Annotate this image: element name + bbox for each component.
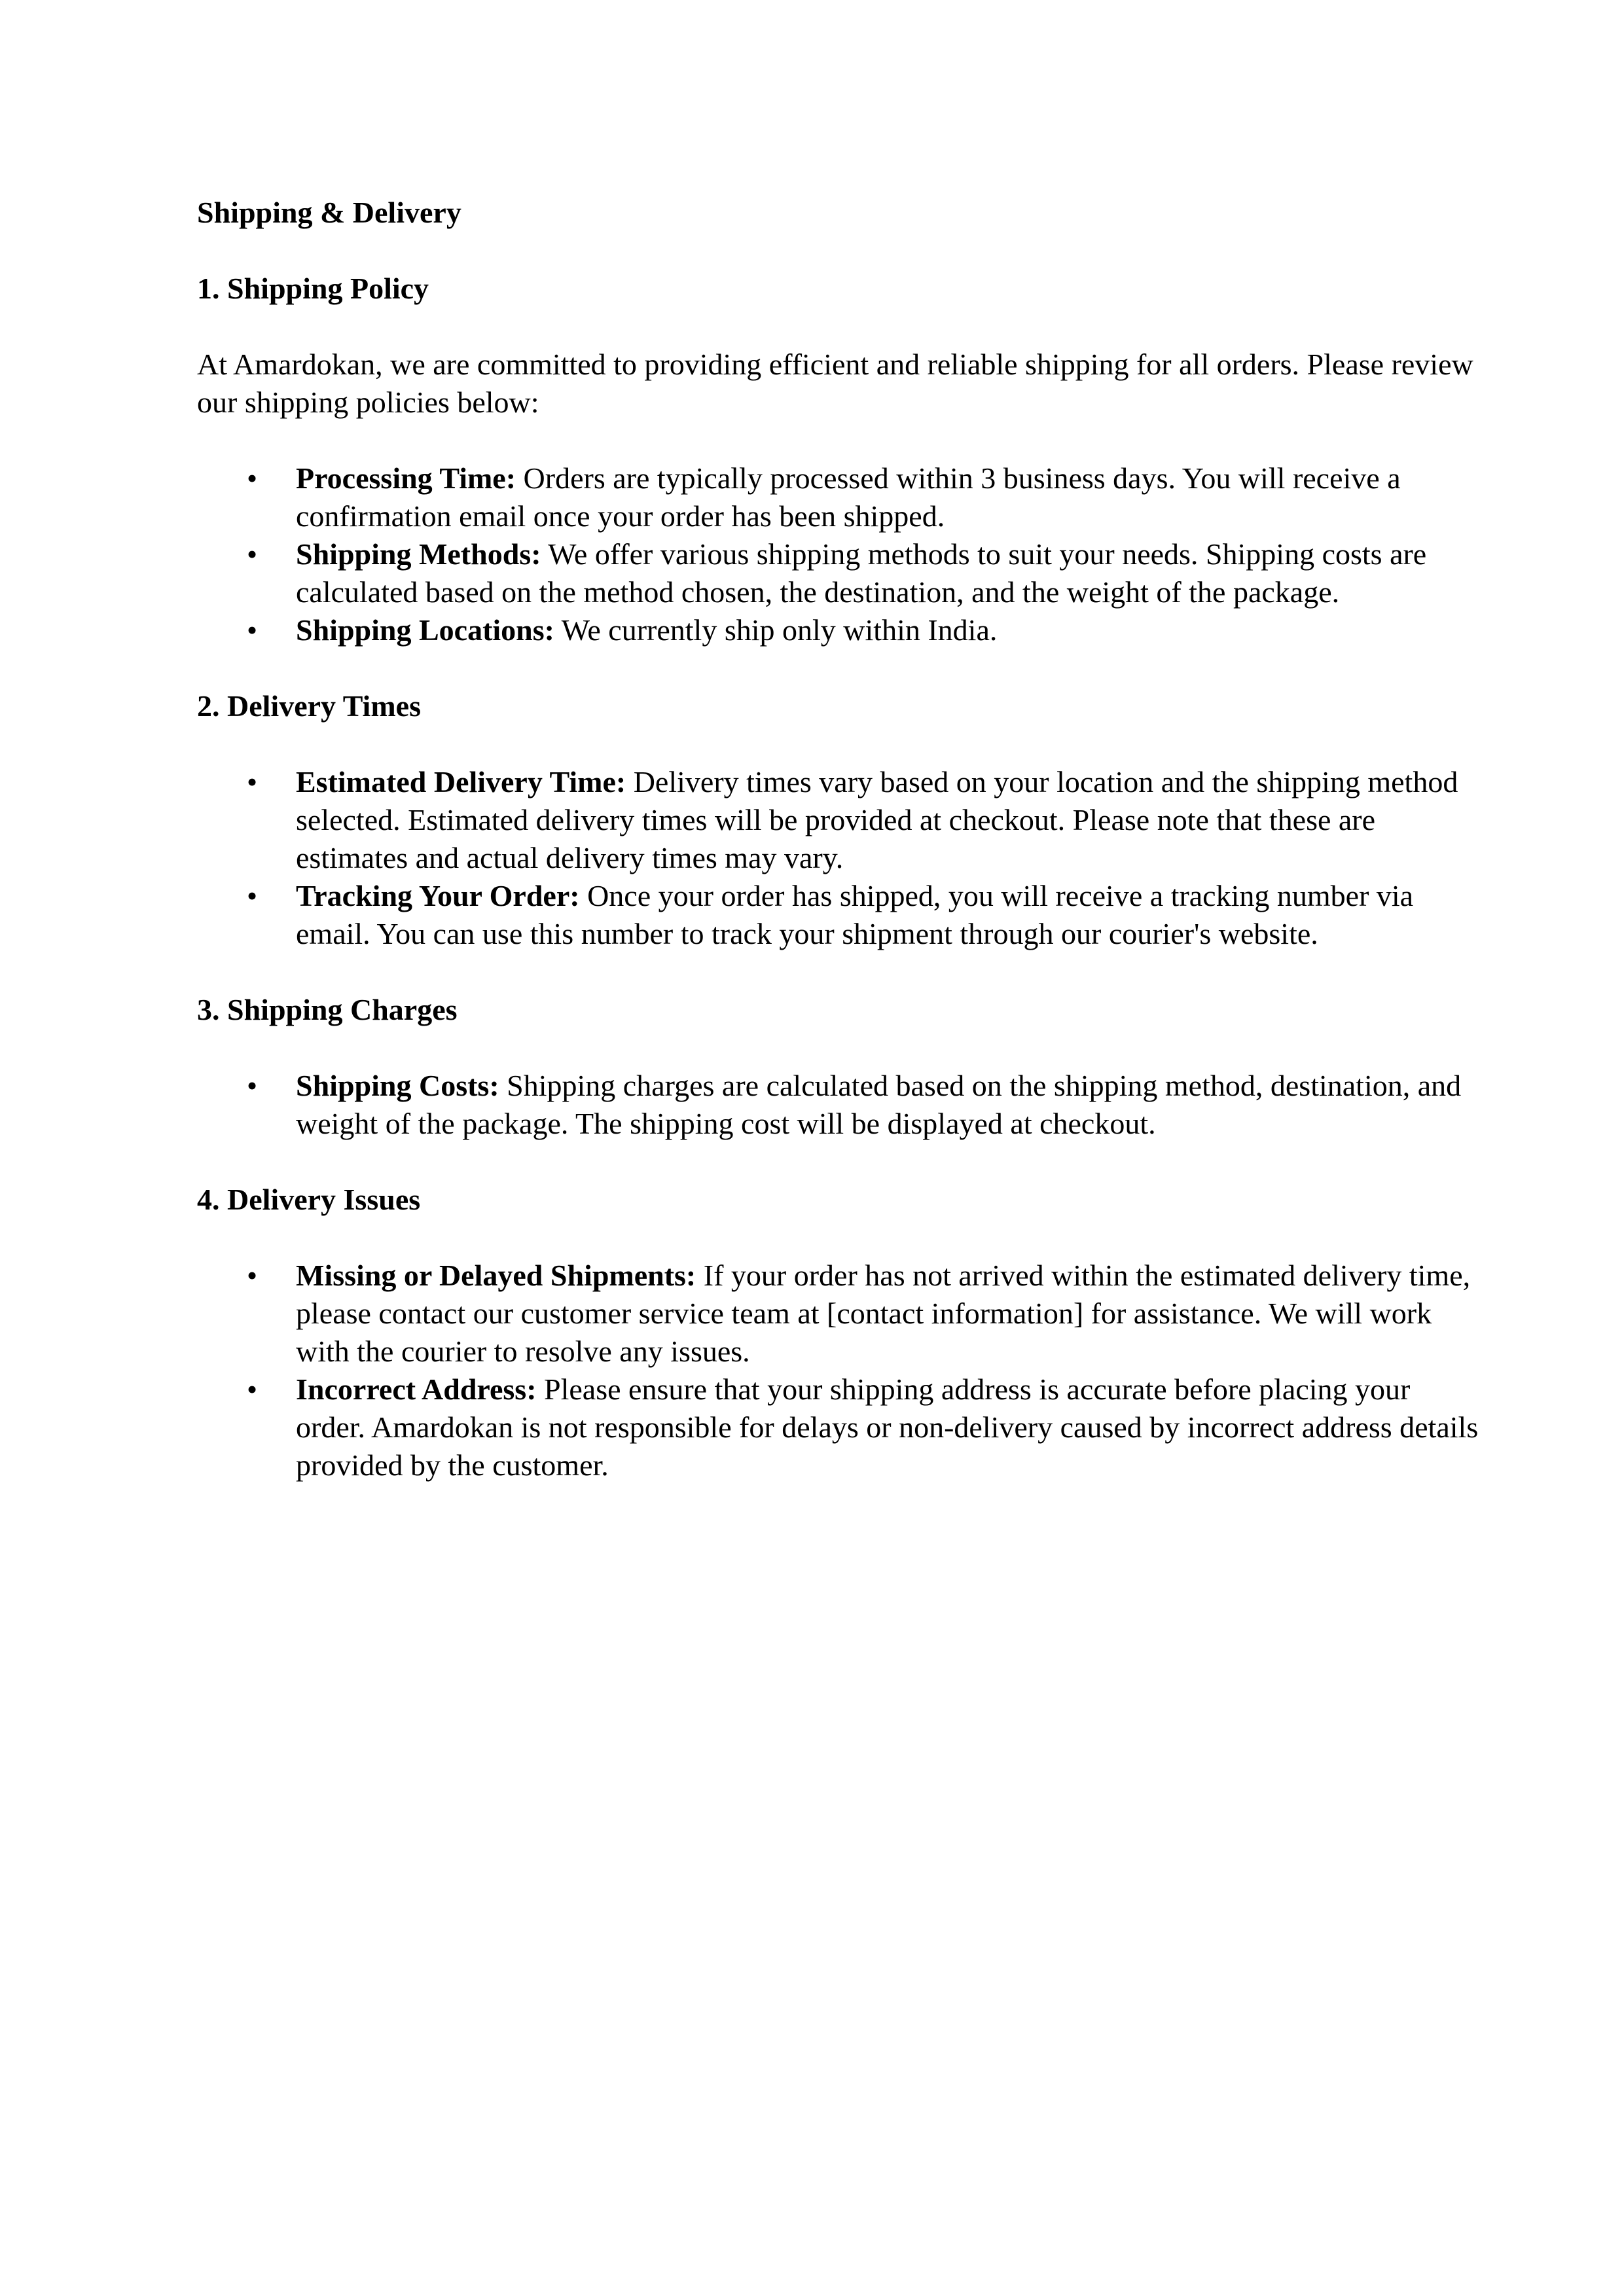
section-heading-shipping-charges: 3. Shipping Charges	[197, 993, 458, 1026]
bullet-icon: •	[247, 537, 258, 571]
list-item	[197, 763, 1480, 877]
item-term: Processing Time:	[296, 461, 516, 495]
item-text: We offer various shipping methods to suit your needs. Shipping costs are calculated based on the method chosen, the destination, and the weight of the package.	[296, 537, 1427, 609]
bullet-icon: •	[247, 1372, 258, 1406]
list-item	[197, 1067, 1480, 1143]
item-text: Please ensure that your shipping address is accurate before placing your order. Amardokan is not responsible for delays or non-delivery caused by incorrect address details provided by the customer.	[296, 1372, 1479, 1482]
bullet-list	[197, 1257, 1480, 1484]
item-term: Incorrect Address:	[296, 1372, 537, 1406]
section-heading-delivery-times: 2. Delivery Times	[197, 689, 421, 723]
bullet-icon: •	[247, 613, 258, 647]
item-term: Shipping Locations:	[296, 613, 554, 647]
bullet-icon: •	[247, 1259, 258, 1292]
list-item	[197, 1371, 1480, 1484]
list-item	[197, 459, 1480, 535]
document-title: Shipping & Delivery	[197, 196, 461, 229]
item-term: Estimated Delivery Time:	[296, 765, 626, 798]
section-intro: At Amardokan, we are committed to providing efficient and reliable shipping for all orders. Please review our shipping policies below:	[197, 348, 1473, 419]
section-heading-delivery-issues: 4. Delivery Issues	[197, 1183, 421, 1216]
item-text: We currently ship only within India.	[554, 613, 998, 647]
item-text: Orders are typically processed within 3 business days. You will receive a confirmation email once your order has been shipped.	[296, 461, 1401, 533]
list-item	[197, 535, 1480, 611]
bullet-list	[197, 459, 1480, 649]
item-text: Shipping charges are calculated based on the shipping method, destination, and weight of the package. The shipping cost will be displayed at checkout.	[296, 1069, 1462, 1140]
bullet-icon: •	[247, 461, 258, 495]
item-text: If your order has not arrived within the estimated delivery time, please contact our customer service team at [contact information] for assistance. We will work with the courier to resolve any issues.	[296, 1259, 1471, 1368]
list-item	[197, 611, 1480, 649]
document-page	[197, 194, 1480, 1522]
list-item	[197, 877, 1480, 953]
item-text: Once your order has shipped, you will receive a tracking number via email. You can use this number to track your shipment through our courier's website.	[296, 879, 1414, 950]
item-text: Delivery times vary based on your location and the shipping method selected. Estimated delivery times will be provided at checkout. Please note that these are estimates and actual delivery times may vary.	[296, 765, 1458, 874]
item-term: Shipping Costs:	[296, 1069, 499, 1102]
bullet-list	[197, 1067, 1480, 1143]
item-term: Tracking Your Order:	[296, 879, 580, 912]
bullet-icon: •	[247, 1069, 258, 1102]
item-term: Shipping Methods:	[296, 537, 541, 571]
list-item	[197, 1257, 1480, 1371]
item-term: Missing or Delayed Shipments:	[296, 1259, 696, 1292]
bullet-list	[197, 763, 1480, 953]
bullet-icon: •	[247, 765, 258, 798]
bullet-icon: •	[247, 879, 258, 912]
section-heading-shipping-policy: 1. Shipping Policy	[197, 272, 429, 305]
